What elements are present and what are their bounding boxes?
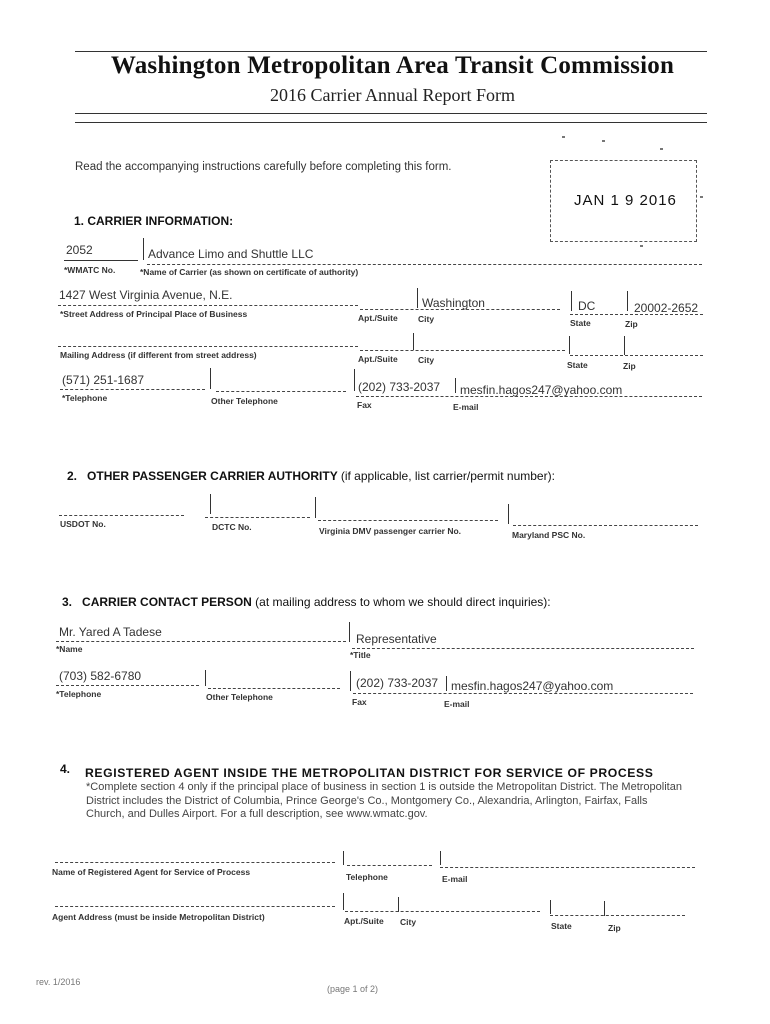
scan-speck xyxy=(700,196,703,198)
mailing-state-zip-line xyxy=(570,355,703,356)
agent-telephone-label: Telephone xyxy=(346,872,388,882)
field-divider xyxy=(143,238,144,260)
maryland-line xyxy=(513,525,698,526)
scan-speck xyxy=(640,245,643,247)
mailing-address-line xyxy=(58,346,358,347)
field-divider xyxy=(571,291,572,311)
section-1-heading: 1. CARRIER INFORMATION: xyxy=(74,214,234,228)
section-4-title: REGISTERED AGENT INSIDE THE METROPOLITAN DISTRICT FOR SERVICE OF PROCESS xyxy=(85,766,654,780)
agent-state-zip-line xyxy=(550,915,685,916)
field-divider xyxy=(343,851,344,865)
field-divider xyxy=(627,291,628,311)
field-divider xyxy=(413,333,414,350)
field-divider xyxy=(205,670,206,686)
fax-email-line xyxy=(356,396,702,397)
contact-other-telephone-label: Other Telephone xyxy=(206,692,273,702)
section-4-number: 4. xyxy=(60,762,71,776)
section-2-heading xyxy=(67,469,555,483)
contact-name-label: *Name xyxy=(56,644,83,654)
field-divider xyxy=(624,336,625,355)
agent-email-line xyxy=(440,867,695,868)
scan-speck xyxy=(602,140,605,142)
agent-telephone-line xyxy=(347,865,432,866)
street-address[interactable]: 1427 West Virginia Avenue, N.E. xyxy=(59,288,233,302)
contact-title[interactable]: Representative xyxy=(356,632,437,646)
carrier-name[interactable]: Advance Limo and Shuttle LLC xyxy=(148,247,314,261)
contact-email-label: E-mail xyxy=(444,699,470,709)
section-3-heading xyxy=(62,595,551,609)
virginia-line xyxy=(318,520,498,521)
section-2-note: (if applicable, list carrier/permit number): xyxy=(340,469,555,483)
telephone-line xyxy=(60,389,205,390)
contact-title-line xyxy=(352,648,694,649)
field-divider xyxy=(417,288,418,308)
agent-address-label: Agent Address (must be inside Metropolitan District) xyxy=(52,912,265,922)
wmatc-number-line xyxy=(64,260,138,261)
field-divider xyxy=(398,897,399,912)
street-address-label: *Street Address of Principal Place of Business xyxy=(60,309,248,319)
field-divider xyxy=(349,622,350,642)
email-label: E-mail xyxy=(453,402,479,412)
agent-zip-label: Zip xyxy=(608,923,621,933)
field-divider xyxy=(508,504,509,524)
agent-name-label: Name of Registered Agent for Service of Process xyxy=(52,867,251,877)
field-divider xyxy=(354,369,355,391)
scan-speck xyxy=(562,136,565,138)
agent-apt-city-line xyxy=(345,911,540,912)
contact-telephone-line xyxy=(56,685,199,686)
contact-email[interactable]: mesfin.hagos247@yahoo.com xyxy=(451,679,614,693)
contact-fax-label: Fax xyxy=(352,697,367,707)
field-divider xyxy=(455,378,456,393)
state-zip-line xyxy=(570,314,703,315)
field-divider xyxy=(210,494,211,514)
wmatc-number-label: *WMATC No. xyxy=(64,265,116,275)
zip-label: Zip xyxy=(625,319,638,329)
agent-address-line xyxy=(55,906,335,907)
field-divider xyxy=(210,368,211,389)
city-label: City xyxy=(418,314,435,324)
mailing-apt-label: Apt./Suite xyxy=(358,354,398,364)
field-divider xyxy=(315,497,316,518)
contact-title-label: *Title xyxy=(350,650,371,660)
usdot-label: USDOT No. xyxy=(60,519,106,529)
field-divider xyxy=(350,671,351,691)
carrier-name-line xyxy=(147,264,702,265)
wmatc-number[interactable]: 2052 xyxy=(66,243,93,257)
email-value[interactable]: mesfin.hagos247@yahoo.com xyxy=(460,383,623,397)
header-bottom-rule xyxy=(75,113,707,114)
fax-value[interactable]: (202) 733-2037 xyxy=(358,380,441,394)
agent-city-label: City xyxy=(400,917,417,927)
section-2-number: 2. xyxy=(67,469,78,483)
dctc-label: DCTC No. xyxy=(212,522,252,532)
field-divider xyxy=(446,676,447,691)
section-4-note: *Complete section 4 only if the principal place of business in section 1 is outside the Metropolitan District. The Metropolitan District includes the District of Columbia, Prince George's Co., Montgomery Co., Alexandria, Arlington, Fairfax, Falls Church, and Dulles Airport. For a full description, see www.wmatc.gov. xyxy=(86,781,682,820)
telephone-value[interactable]: (571) 251-1687 xyxy=(62,373,145,387)
contact-fax[interactable]: (202) 733-2037 xyxy=(356,676,439,690)
apt-label: Apt./Suite xyxy=(358,313,398,323)
field-divider xyxy=(550,900,551,914)
contact-telephone-label: *Telephone xyxy=(56,689,102,699)
other-telephone-line xyxy=(216,391,346,392)
virginia-label: Virginia DMV passenger carrier No. xyxy=(319,526,462,536)
state-label: State xyxy=(570,318,591,328)
agent-state-label: State xyxy=(551,921,572,931)
section-3-note: (at mailing address to whom we should direct inquiries): xyxy=(255,595,551,609)
apt-city-line xyxy=(360,309,560,310)
contact-other-telephone-line xyxy=(208,688,340,689)
zip-value[interactable]: 20002-2652 xyxy=(634,301,699,315)
footer-page-number: (page 1 of 2) xyxy=(327,984,379,994)
section-2-title: OTHER PASSENGER CARRIER AUTHORITY xyxy=(87,469,338,483)
usdot-line xyxy=(59,515,184,516)
fax-label: Fax xyxy=(357,400,372,410)
mailing-city-label: City xyxy=(418,355,435,365)
field-divider xyxy=(604,901,605,916)
city-value[interactable]: Washington xyxy=(422,296,485,310)
dctc-line xyxy=(205,517,310,518)
agent-name-line xyxy=(55,862,335,863)
contact-fax-email-line xyxy=(353,693,693,694)
section-3-title: CARRIER CONTACT PERSON xyxy=(82,595,252,609)
mailing-zip-label: Zip xyxy=(623,361,636,371)
street-address-line xyxy=(58,305,358,306)
field-divider xyxy=(569,336,570,354)
contact-name[interactable]: Mr. Yared A Tadese xyxy=(59,625,162,639)
mailing-apt-city-line xyxy=(360,350,565,351)
carrier-name-label: *Name of Carrier (as shown on certificate of authority) xyxy=(140,267,359,277)
field-divider xyxy=(343,893,344,910)
form-title: Washington Metropolitan Area Transit Commission xyxy=(110,52,675,79)
field-divider xyxy=(440,851,441,865)
intro-instructions: Read the accompanying instructions carefully before completing this form. xyxy=(75,161,452,173)
received-stamp-date: JAN 1 9 2016 xyxy=(574,192,677,209)
maryland-label: Maryland PSC No. xyxy=(512,530,586,540)
contact-telephone[interactable]: (703) 582-6780 xyxy=(59,669,142,683)
contact-name-line xyxy=(56,641,346,642)
other-telephone-label: Other Telephone xyxy=(211,396,278,406)
mailing-state-label: State xyxy=(567,360,588,370)
footer-revision: rev. 1/2016 xyxy=(36,977,81,987)
state-value[interactable]: DC xyxy=(578,299,596,313)
scan-speck xyxy=(660,148,663,150)
agent-apt-label: Apt./Suite xyxy=(344,916,384,926)
form-subtitle: 2016 Carrier Annual Report Form xyxy=(270,85,515,105)
agent-email-label: E-mail xyxy=(442,874,468,884)
header-bottom-rule-2 xyxy=(75,122,707,123)
section-3-number: 3. xyxy=(62,595,73,609)
telephone-label: *Telephone xyxy=(62,393,108,403)
mailing-address-label: Mailing Address (if different from street address) xyxy=(60,350,257,360)
